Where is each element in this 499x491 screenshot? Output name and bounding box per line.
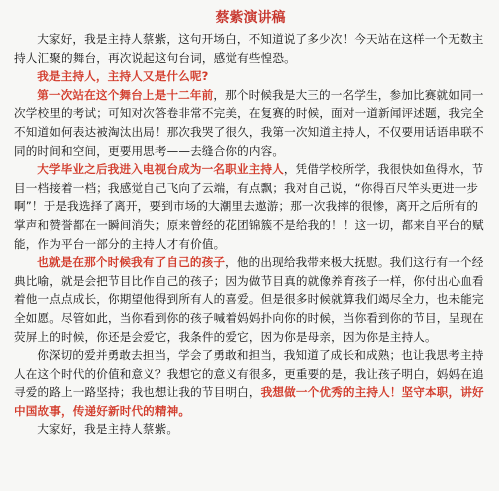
paragraph-opening-text: 大家好，我是主持人蔡紫，这句开场白，不知道说了多少次！今天站在这样一个无数主持人汇聚的舞台，再次说起这句台词，感觉有些惶恐。 xyxy=(14,32,484,65)
paragraph-opening xyxy=(14,30,487,67)
paragraph-first-stage xyxy=(14,86,487,160)
first-stage-highlight: 第一次站在这个舞台上是十二年前 xyxy=(37,87,214,102)
paragraph-question xyxy=(14,67,487,86)
paragraph-closing xyxy=(14,420,487,439)
document-title: 蔡紫演讲稿 xyxy=(215,10,286,26)
paragraph-career xyxy=(14,160,487,253)
career-highlight: 大学毕业之后我进入电视台成为一名职业主持人 xyxy=(37,162,284,177)
closing-text: 大家好，我是主持人蔡紫。 xyxy=(37,422,179,437)
reflection-highlight: 我想做一个优秀的主持人！坚守本职，讲好中国故事，传递好新时代的精神。 xyxy=(14,385,484,418)
child-highlight: 也就是在那个时候我有了自己的孩子 xyxy=(37,255,226,270)
paragraph-reflection xyxy=(14,346,487,420)
first-stage-text: ，那个时候我是大三的一名学生，参加比赛就如同一次学校里的考试；可知对次答卷非常不完美，在复赛的时候，面对一道新闻评述题，我完全不知道如何表达被淘汰出局！那次我哭了很久，我第一次知道主持人，不仅要用话语串联不同的时间和空间，更要用思考——去缝合你的内容。 xyxy=(14,87,484,158)
child-text: ，他的出现给我带来极大抚慰。我们这行有一个经典比喻，就是会把节目比作自己的孩子；因为做节目真的就像养育孩子一样，你付出心血看着他一点点成长，你期望他得到所有人的喜爱。但是很多时候就算我们竭尽全力，也未能完全如愿。尽管如此，当你看到你的孩子喊着妈妈扑向你的时候，当你看到你的节目，呈现在荧屏上的时候，你还是会爱它，我条件的爱它，因为你是母亲，因为你是主持人。 xyxy=(14,255,484,344)
career-text: ，凭借学校所学，我很快如鱼得水，节目一档接着一档；我感觉自己飞向了云端，有点飘；我对自己说，“你得百尺竿头更进一步啊”！于是我选择了离开，要到市场的大潮里去遨游；那一次我摔的很惨，离开之后所有的掌声和赞誉都在一瞬间消失；原来曾经的花团锦簇不是给我的！！这一切，都来自平台的赋能，作为平台一部分的主持人才有价值。 xyxy=(14,162,484,251)
paragraph-child xyxy=(14,253,487,346)
question-text: 我是主持人，主持人又是什么呢? xyxy=(37,69,209,84)
reflection-text: 你深切的爱并勇敢去担当，学会了勇敢和担当，我知道了成长和成熟；也让我思考主持人在这个时代的价值和意义？我想它的意义有很多，更重要的是，我让孩子明白，妈妈在追寻爱的路上一路坚持；我也想让我的节目明白， xyxy=(14,348,484,400)
